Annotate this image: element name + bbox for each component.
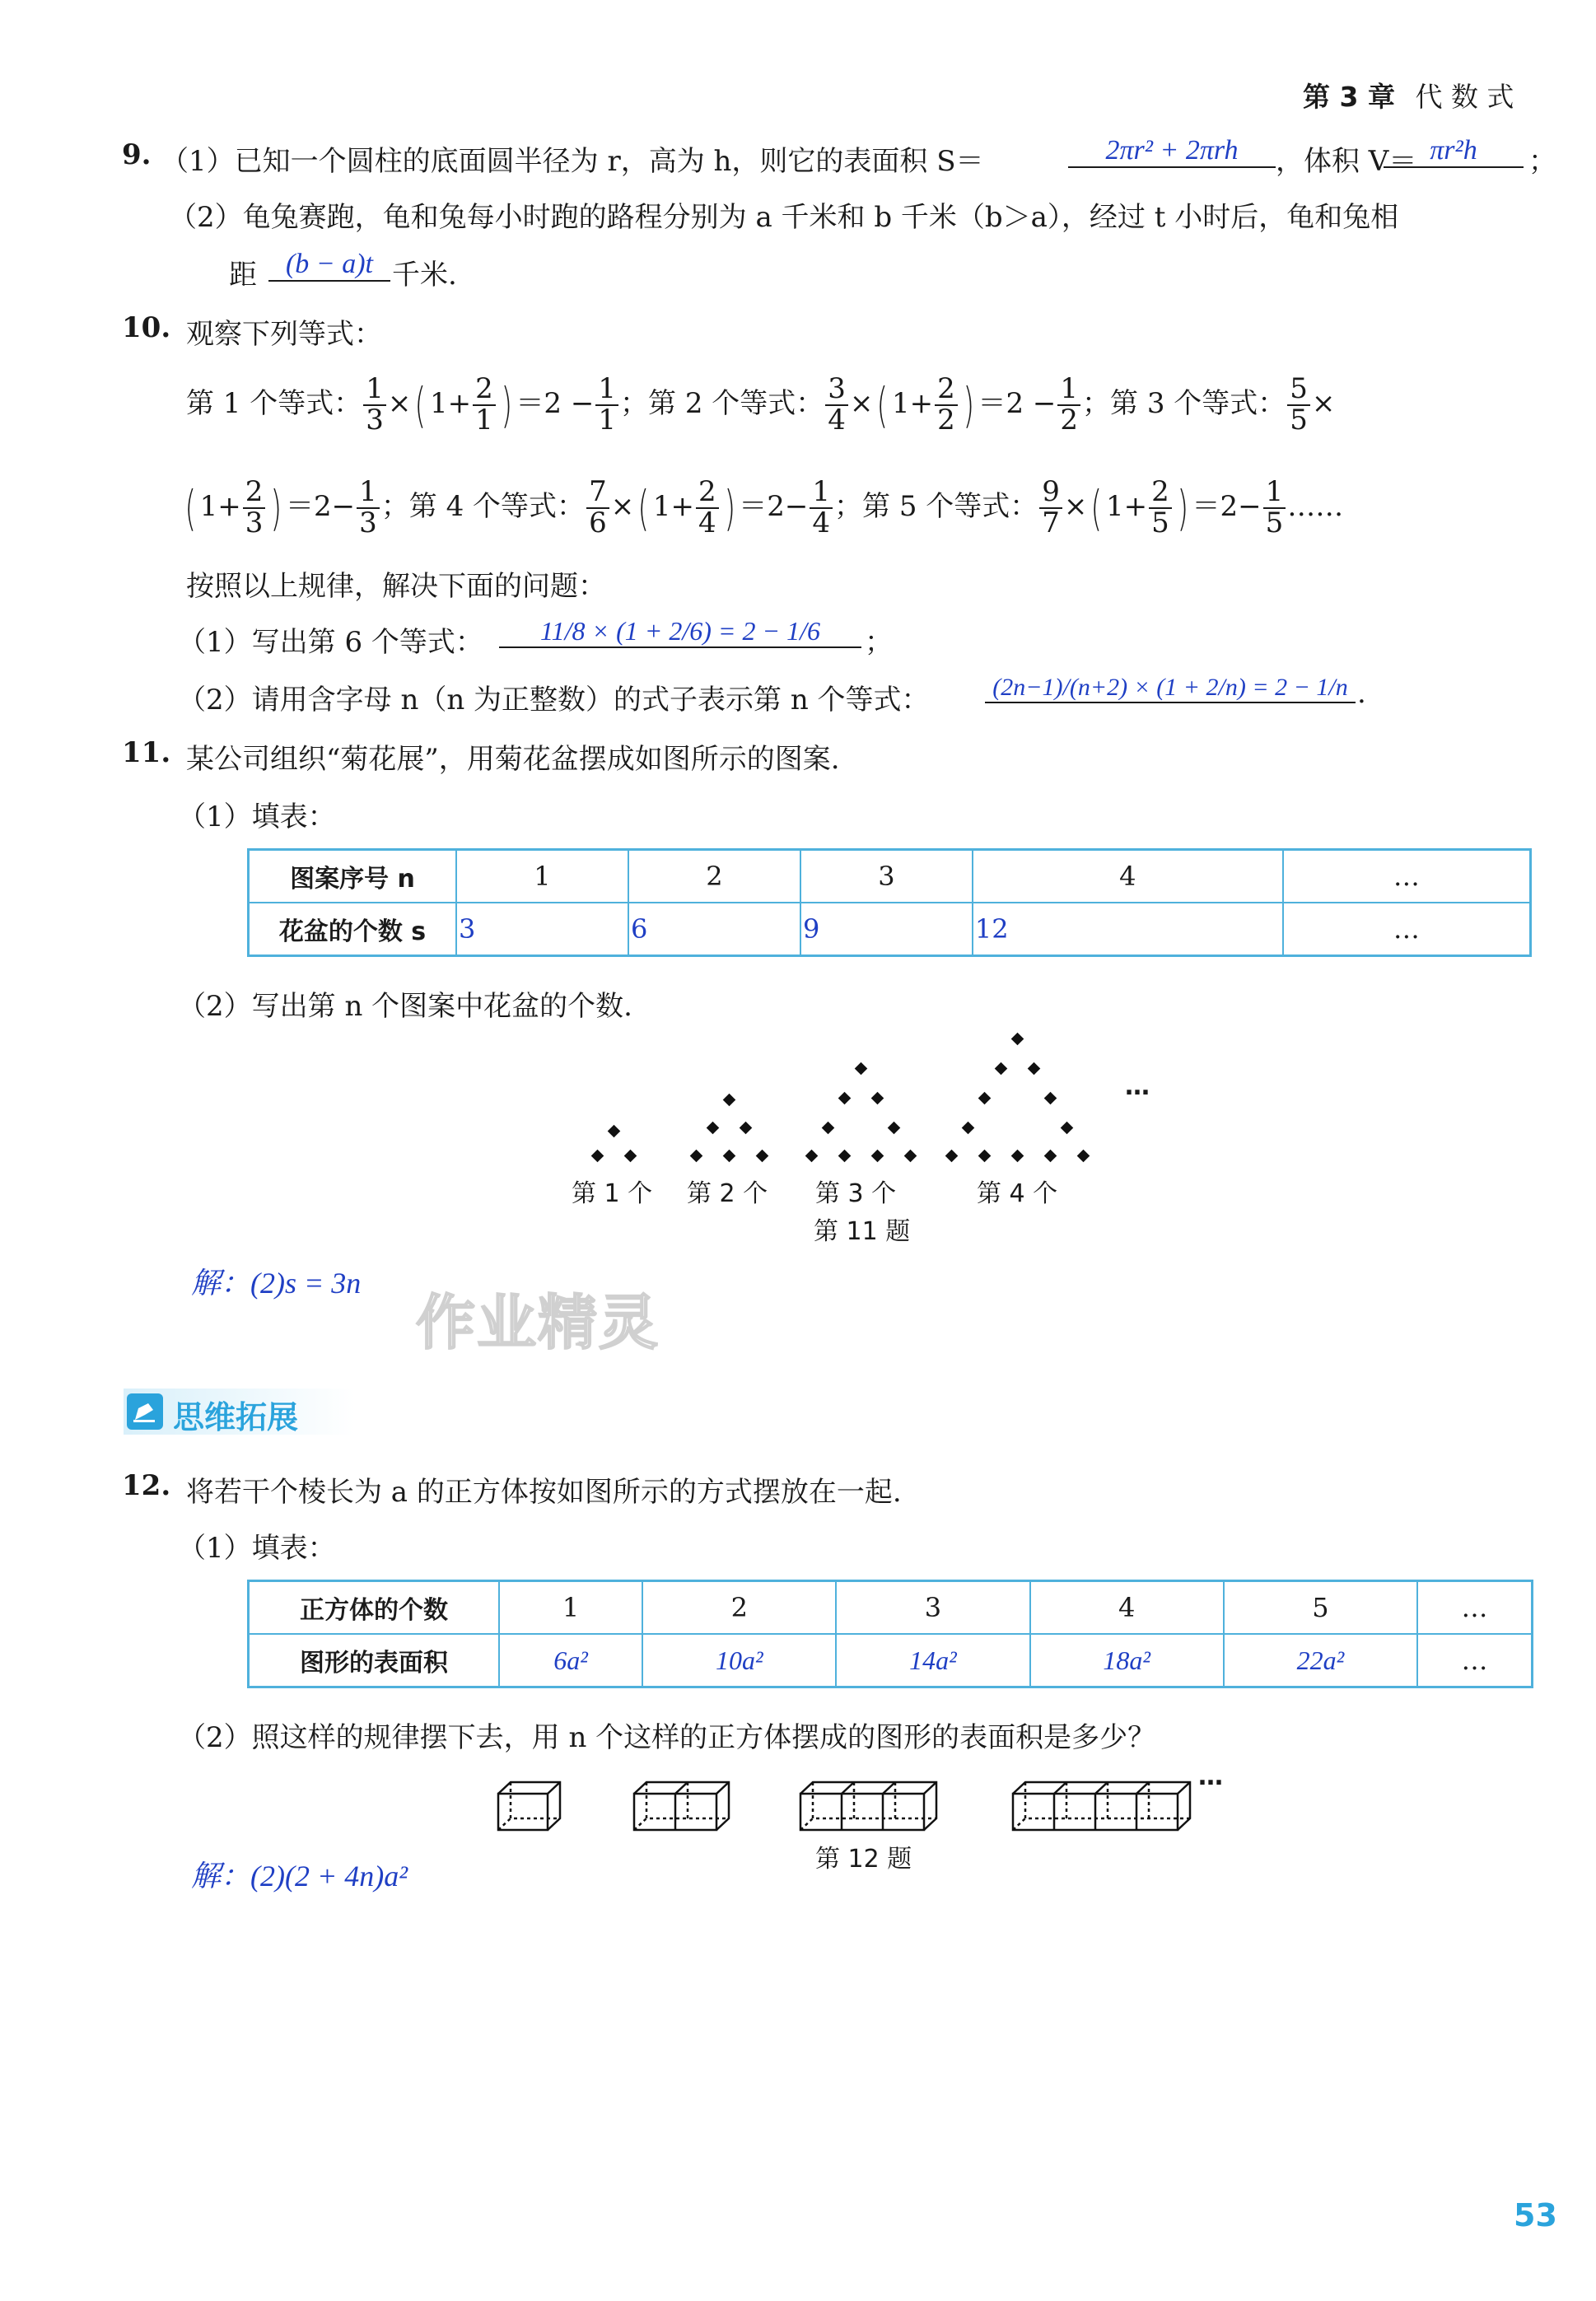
q10-part1-text: （1）写出第 6 个等式： xyxy=(178,626,483,659)
q9-answer-surface: 2πr² + 2πrh xyxy=(1068,135,1276,168)
flower-pot-dot xyxy=(838,1092,852,1105)
flower-pot-dot xyxy=(805,1150,819,1163)
flower-pot-dot xyxy=(871,1092,884,1105)
table-answer-cell: 9 xyxy=(800,903,973,956)
q12-table xyxy=(247,1580,1533,1688)
q9-part2-pre: 距 xyxy=(229,259,257,292)
q9-part1-mid: ，体积 V＝ xyxy=(1276,145,1417,178)
flower-pot-dot xyxy=(1011,1033,1024,1046)
table-answer-cell: 6 xyxy=(628,903,800,956)
q10-equations-line1: 第 1 个等式： $\frac{1}{3}$ ×( 1+ $\frac{2}{1}$ ) ＝2 − $\frac{1}{1}$ ；第 2 个等式： $\frac{3}{4}$ ×( 1+ $\frac{2}{2}$ ) ＝2 − $\frac{1}{2}$ ；第 3 个等式： $\frac{5}{5}$ × xyxy=(186,372,1336,436)
chapter-header xyxy=(1303,76,1514,114)
fig-label: 第 4 个 xyxy=(977,1179,1058,1208)
table-cell: … xyxy=(1283,850,1531,903)
q11-solution: 解：(2)s = 3n xyxy=(191,1267,362,1300)
q12-text: 将若干个棱长为 a 的正方体按如图所示的方式摆放在一起. xyxy=(186,1476,902,1509)
table-answer-cell: 18a² xyxy=(1030,1634,1224,1687)
flower-pot-dot xyxy=(756,1150,769,1163)
table-answer-cell: 6a² xyxy=(499,1634,642,1687)
q10-intro: 观察下列等式： xyxy=(186,318,382,351)
table-cell: … xyxy=(1283,903,1531,956)
flower-pot-dot xyxy=(1028,1062,1041,1076)
table-row xyxy=(249,903,1531,956)
q12-part1: （1）填表： xyxy=(178,1532,336,1565)
section-icon xyxy=(127,1393,163,1430)
fig-label: 第 2 个 xyxy=(687,1179,768,1208)
table-row xyxy=(249,1581,1533,1635)
table-cell: 4 xyxy=(1030,1581,1224,1635)
flower-pot-dot xyxy=(945,1150,959,1163)
section-title: 思维拓展 xyxy=(173,1399,299,1435)
q9-part2-post: 千米. xyxy=(392,259,457,292)
flower-pot-dot xyxy=(838,1150,852,1163)
eq5-label: ；第 5 个等式： xyxy=(834,490,1038,523)
q9-number: 9. xyxy=(122,138,152,171)
q12-number: 12. xyxy=(122,1469,171,1502)
flower-pot-dot xyxy=(690,1150,703,1163)
eq2-label: ；第 2 个等式： xyxy=(620,387,824,420)
chapter-title: 代 数 式 xyxy=(1415,81,1514,113)
table-header-cell: 正方体的个数 xyxy=(249,1581,500,1635)
flower-pot-dot xyxy=(978,1092,992,1105)
q12-solution: 解：(2)(2 + 4n)a² xyxy=(191,1860,408,1893)
flower-pot-dot xyxy=(1077,1150,1090,1163)
section-header xyxy=(124,1389,354,1435)
flower-pot-dot xyxy=(707,1122,720,1135)
q9-part1-end: ； xyxy=(1528,145,1556,178)
eq4-label: ；第 4 个等式： xyxy=(380,490,586,523)
table-answer-cell: 3 xyxy=(456,903,628,956)
table-cell: 1 xyxy=(456,850,628,903)
flower-pot-dot xyxy=(1011,1150,1024,1163)
q11-part2: （2）写出第 n 个图案中花盆的个数. xyxy=(178,990,632,1023)
table-cell: 4 xyxy=(973,850,1283,903)
chapter-number: 第 3 章 xyxy=(1303,81,1395,113)
table-cell: … xyxy=(1417,1581,1532,1635)
watermark: 作业精灵 xyxy=(416,1288,660,1357)
q12-fig-ellipsis: … xyxy=(1198,1762,1223,1791)
q10-part2-end: . xyxy=(1357,677,1366,710)
q9-part1-text: （1）已知一个圆柱的底面圆半径为 r，高为 h，则它的表面积 S＝ xyxy=(161,145,984,178)
q10-answer-general: (2n−1)/(n+2) × (1 + 2/n) = 2 − 1/n xyxy=(985,674,1356,703)
flower-pot-dot xyxy=(1061,1122,1074,1135)
q10-number: 10. xyxy=(122,311,171,344)
table-cell: 2 xyxy=(628,850,800,903)
q12-figure-caption: 第 12 题 xyxy=(815,1845,912,1874)
table-answer-cell: 10a² xyxy=(642,1634,836,1687)
table-cell: 5 xyxy=(1224,1581,1417,1635)
table-header-cell: 图案序号 n xyxy=(249,850,457,903)
q10-equations-line2: ( 1+ $\frac{2}{3}$ ) ＝2− $\frac{1}{3}$ ；第 4 个等式： $\frac{7}{6}$ ×( 1+ $\frac{2}{4}$ ) ＝2− $\frac{1}{4}$ ；第 5 个等式： $\frac{9}{7}$ ×( 1+ $\frac{2}{5}$ ) ＝2− $\frac{1}{5}$ …… xyxy=(184,475,1344,539)
flower-pot-dot xyxy=(871,1150,884,1163)
table-cell: 1 xyxy=(499,1581,642,1635)
flower-pot-dot xyxy=(723,1094,736,1107)
flower-pot-dot xyxy=(962,1122,975,1135)
q11-part1: （1）填表： xyxy=(178,800,336,833)
table-answer-cell: 22a² xyxy=(1224,1634,1417,1687)
q9-part2-text: （2）龟兔赛跑，龟和兔每小时跑的路程分别为 a 千米和 b 千米（b＞a），经过 t 小时后，龟和兔相 xyxy=(169,201,1399,234)
q11-text: 某公司组织“菊花展”，用菊花盆摆成如图所示的图案. xyxy=(186,743,840,776)
fig-label: 第 3 个 xyxy=(815,1179,897,1208)
table-header-cell: 花盆的个数 s xyxy=(249,903,457,956)
q12-figure xyxy=(494,1771,1318,1837)
q10-part1-end: ； xyxy=(865,626,893,659)
fig-label: 第 1 个 xyxy=(572,1179,653,1208)
fig-ellipsis: … xyxy=(1125,1072,1150,1101)
cube-row-1 xyxy=(498,1782,560,1830)
table-header-cell: 图形的表面积 xyxy=(249,1634,500,1687)
cube-row-3 xyxy=(800,1782,936,1830)
q10-rule: 按照以上规律，解决下面的问题： xyxy=(186,570,606,603)
table-answer-cell: 12 xyxy=(973,903,1283,956)
table-row xyxy=(249,1634,1533,1687)
table-row xyxy=(249,850,1531,903)
figure-caption: 第 11 题 xyxy=(814,1217,911,1246)
flower-pot-dot xyxy=(624,1150,637,1163)
cube-row-2 xyxy=(634,1782,729,1830)
table-cell: … xyxy=(1417,1634,1532,1687)
flower-pot-dot xyxy=(1044,1092,1057,1105)
table-answer-cell: 14a² xyxy=(836,1634,1029,1687)
flower-pot-dot xyxy=(978,1150,992,1163)
eq1-label: 第 1 个等式： xyxy=(186,387,362,420)
q10-part2-text: （2）请用含字母 n（n 为正整数）的式子表示第 n 个等式： xyxy=(178,684,930,716)
q11-table xyxy=(247,848,1532,957)
q9-answer-volume: πr²h xyxy=(1384,135,1524,168)
flower-pot-dot xyxy=(995,1062,1008,1076)
table-cell: 3 xyxy=(800,850,973,903)
flower-pot-dot xyxy=(740,1122,753,1135)
page-number: 53 xyxy=(1514,2197,1557,2233)
eq3-label: ；第 3 个等式： xyxy=(1082,387,1286,420)
flower-pot-dot xyxy=(591,1150,604,1163)
flower-pot-dot xyxy=(855,1062,868,1076)
table-cell: 3 xyxy=(836,1581,1029,1635)
table-cell: 2 xyxy=(642,1581,836,1635)
flower-pot-dot xyxy=(723,1150,736,1163)
flower-pot-dot xyxy=(904,1150,917,1163)
q10-answer-eq6: 11/8 × (1 + 2/6) = 2 − 1/6 xyxy=(499,616,861,648)
q12-part2: （2）照这样的规律摆下去，用 n 个这样的正方体摆成的图形的表面积是多少？ xyxy=(178,1721,1156,1754)
q9-answer-distance: (b − a)t xyxy=(268,249,390,282)
cube-row-4 xyxy=(1013,1782,1190,1830)
flower-pot-dot xyxy=(608,1125,621,1138)
flower-pot-dot xyxy=(822,1122,835,1135)
flower-pot-dot xyxy=(1044,1150,1057,1163)
eq-ellipsis: …… xyxy=(1287,490,1344,523)
flower-pot-dot xyxy=(888,1122,901,1135)
q11-number: 11. xyxy=(122,736,171,769)
